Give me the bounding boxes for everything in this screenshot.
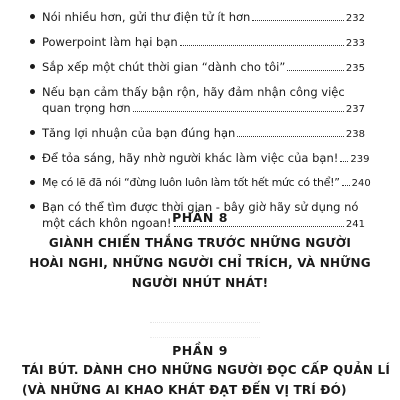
toc-item-text-cont: một cách khôn ngoan! <box>42 216 172 230</box>
part-title-line: GIÀNH CHIẾN THẮNG TRƯỚC NHỮNG NGƯỜI <box>48 236 352 250</box>
toc-item <box>30 84 365 118</box>
toc-item <box>30 0 365 2</box>
bullet-icon <box>30 155 35 160</box>
bullet-icon <box>30 64 35 69</box>
toc-item-text: Mẹ có lẽ đã nói “đừng luôn luôn làm tốt hết mức có thể!” <box>42 176 340 189</box>
part-label: PHẦN 8 <box>172 210 228 225</box>
toc-item <box>30 175 371 192</box>
toc-item-text: Nói nhiều hơn, gửi thư điện tử ít hơn <box>42 10 251 24</box>
toc-item-page: 240 <box>351 178 371 189</box>
bullet-icon <box>30 204 35 209</box>
toc-item <box>30 59 365 77</box>
toc-item-page: 232 <box>345 13 365 24</box>
toc-item-page: 238 <box>345 129 365 140</box>
toc-item-page: 237 <box>345 104 365 115</box>
bullet-icon <box>30 130 35 135</box>
toc-item <box>30 125 365 143</box>
toc-item-page: 233 <box>345 38 365 49</box>
part-title-line: TÁI BÚT. DÀNH CHO NHỮNG NGƯỜI ĐỌC CẤP QUẢN LÍ <box>22 363 391 377</box>
part-title <box>0 360 400 400</box>
toc-item-text-cont: quan trọng hơn <box>42 101 131 115</box>
toc-item-page <box>346 0 365 2</box>
toc-item-text: Bạn có thể tìm được thời gian - bây giờ hãy sử dụng nó <box>42 200 359 214</box>
part-title <box>0 233 400 293</box>
bullet-icon <box>30 39 35 44</box>
toc-item-text: Tăng lợi nhuận của bạn đúng hạn <box>42 126 236 140</box>
part-label: PHẦN 9 <box>172 343 228 358</box>
toc-item-text: Để tỏa sáng, hãy nhờ người khác làm việc của bạn! <box>42 151 339 165</box>
toc-item-page: 241 <box>345 219 365 230</box>
toc-item-text: Sắp xếp một chút thời gian “dành cho tôi” <box>42 60 286 74</box>
toc-item-page: 235 <box>345 63 365 74</box>
part-9-heading <box>0 343 400 400</box>
bleed-through-text <box>150 322 260 338</box>
toc-item-text: Nếu bạn cảm thấy bận rộn, hãy đảm nhận công việc <box>42 85 345 99</box>
bullet-icon <box>30 180 35 185</box>
part-title-line: HOÀI NGHI, NHỮNG NGƯỜI CHỈ TRÍCH, VÀ NHỮNG <box>29 256 371 270</box>
table-of-contents <box>30 0 371 240</box>
bullet-icon <box>30 14 35 19</box>
toc-item <box>30 9 365 27</box>
part-8-heading <box>0 210 400 293</box>
part-title-line: NGƯỜI NHÚT NHÁT! <box>131 276 269 290</box>
bullet-icon <box>30 89 35 94</box>
toc-item <box>30 34 365 52</box>
toc-item-page: 239 <box>350 154 370 165</box>
toc-item-text: Powerpoint làm hại bạn <box>42 35 178 49</box>
toc-item <box>30 150 370 168</box>
part-title-line: (VÀ NHỮNG AI KHAO KHÁT ĐẠT ĐẾN VỊ TRÍ ĐÓ) <box>22 383 347 397</box>
